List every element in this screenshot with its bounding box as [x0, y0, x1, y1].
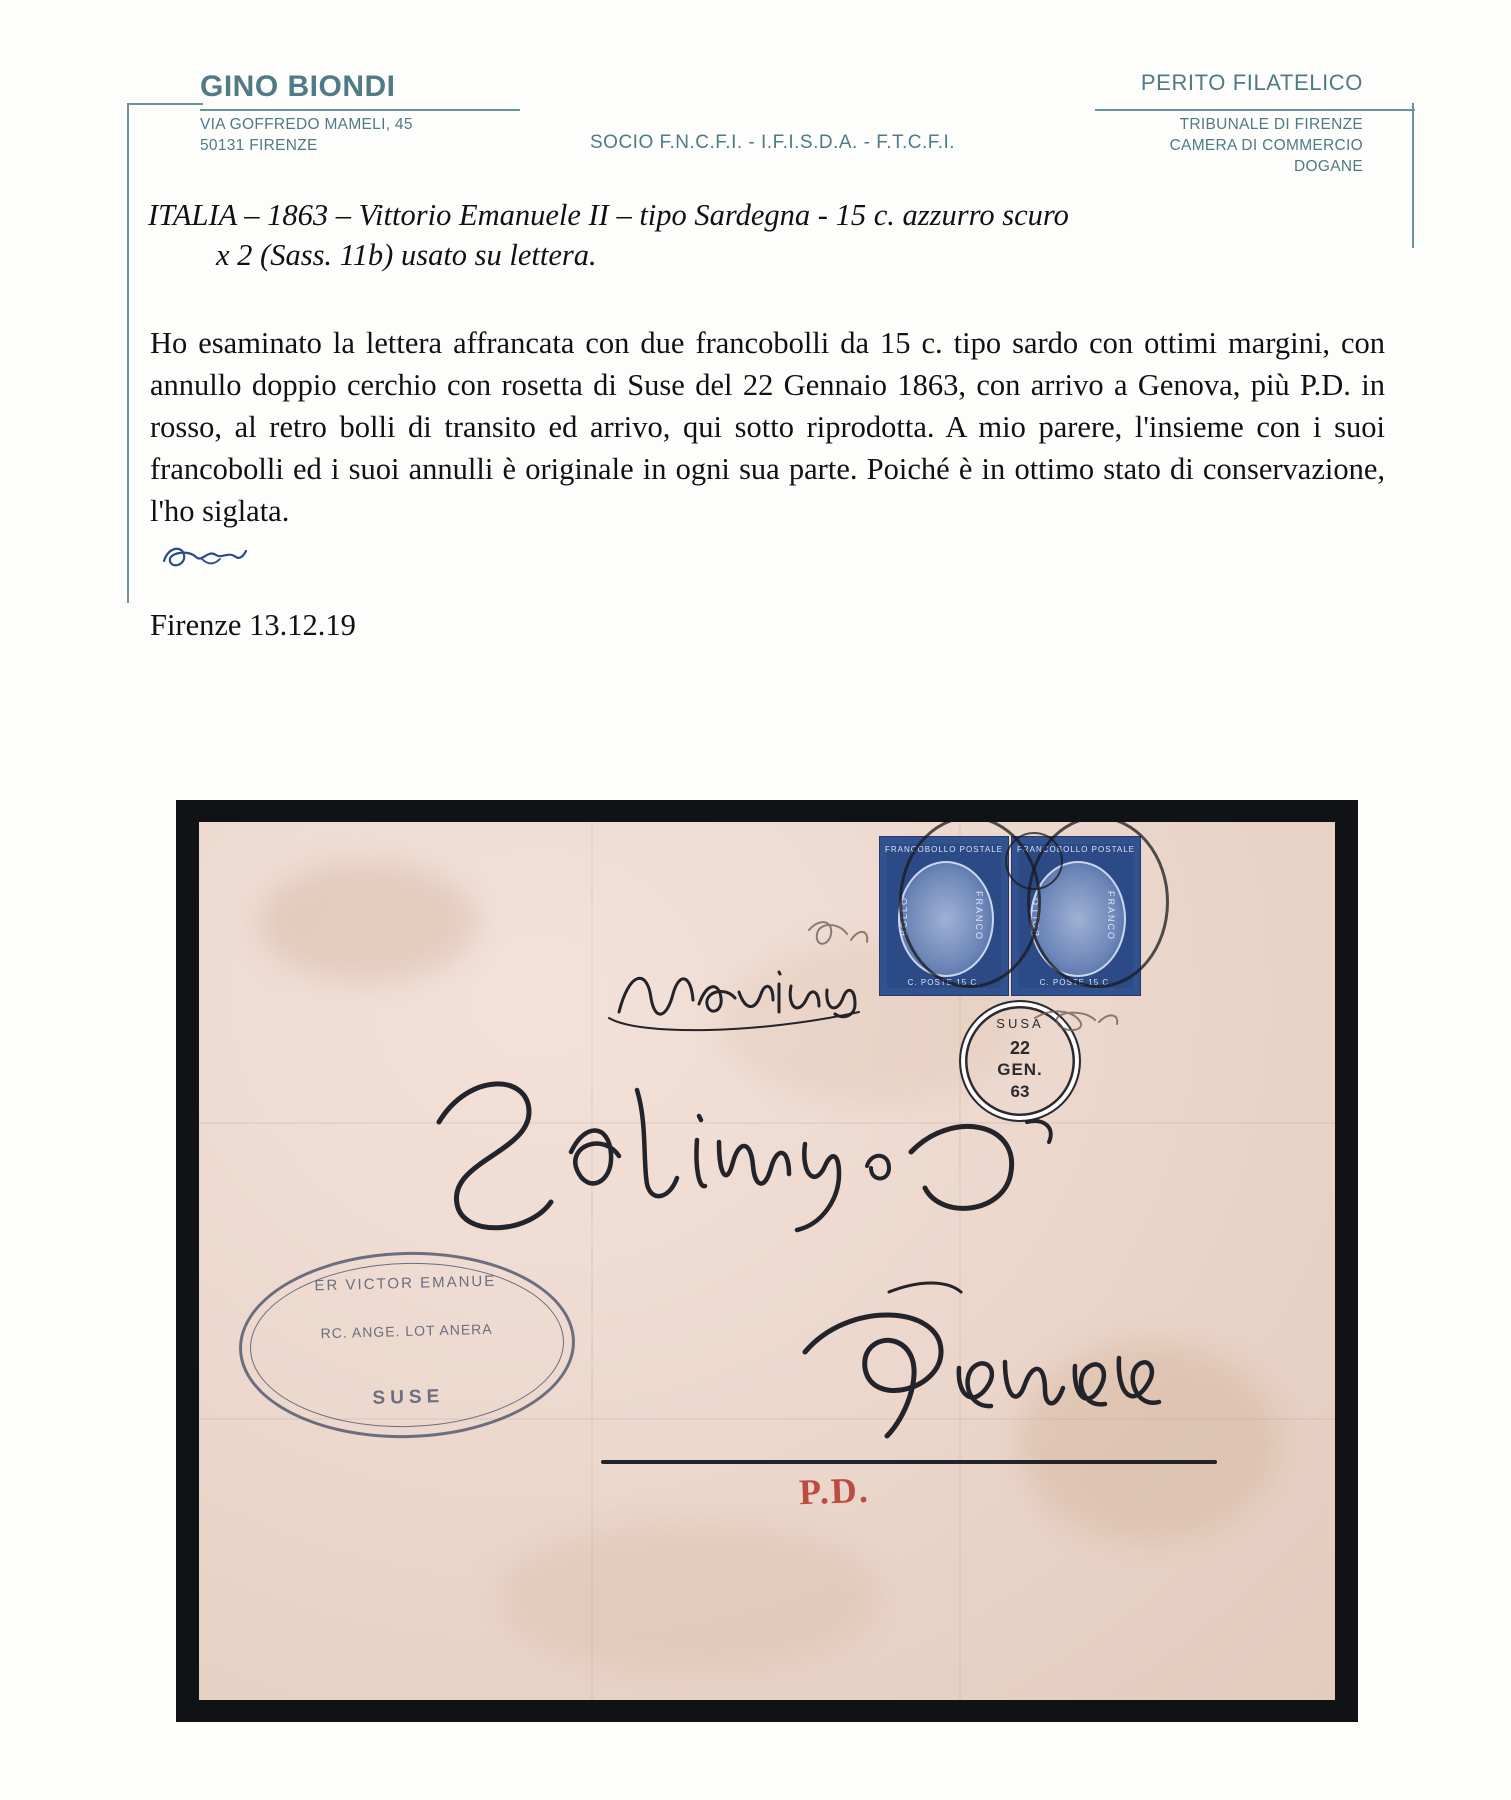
letterhead-rule-right: [1095, 109, 1415, 111]
bracket-line-left: [127, 103, 129, 603]
expert-name: GINO BIONDI: [200, 70, 396, 103]
paper-stain: [259, 862, 479, 982]
datestamp-city: SUSA: [996, 1016, 1044, 1031]
datestamp-month: GEN.: [997, 1060, 1043, 1079]
paper-stain: [499, 1522, 879, 1672]
pd-red-marking: P.D.: [798, 1469, 871, 1513]
certificate-title: [148, 195, 1378, 275]
cover-photograph: [176, 800, 1358, 1722]
oval-handstamp-bottom-text: SUSE: [372, 1386, 445, 1409]
datestamp-day: 22: [1009, 1038, 1031, 1058]
susa-datestamp: [959, 1000, 1081, 1122]
oval-handstamp: [237, 1248, 578, 1443]
datestamp-year: 63: [1010, 1082, 1030, 1101]
oval-handstamp-middle-text: RC. ANGE. LOT ANERA: [320, 1320, 493, 1342]
stamp-bottom-label: C. POSTE 15 C.: [1039, 978, 1113, 987]
title-line-1: ITALIA – 1863 – Vittorio Emanuele II – tipo Sardegna - 15 c. azzurro scuro: [148, 198, 1069, 232]
paper-fold: [199, 1122, 1335, 1124]
address-line-2: 50131 FIRENZE: [200, 137, 318, 154]
credential-1: TRIBUNALE DI FIRENZE: [1179, 116, 1363, 133]
place-and-date: Firenze 13.12.19: [150, 608, 356, 642]
stamp-right-label: FRANCO: [1106, 891, 1116, 941]
cover-paper: [199, 822, 1335, 1700]
membership-line: SOCIO F.N.C.F.I. - I.F.I.S.D.A. - F.T.C.F.I.: [590, 132, 956, 153]
credentials-list: [1170, 114, 1363, 177]
stamp-left-label: BOLLO: [899, 895, 910, 937]
oval-handstamp-top-text: ER VICTOR EMANUE: [314, 1272, 497, 1295]
cancellation-rosette: [1005, 832, 1063, 890]
stamp-top-label: FRANCOBOLLO POSTALE: [885, 845, 1003, 854]
bracket-cap-left: [127, 103, 203, 105]
title-line-2: x 2 (Sass. 11b) usato su lettera.: [216, 238, 597, 272]
credential-2: CAMERA DI COMMERCIO: [1169, 137, 1363, 154]
address-line-1: VIA GOFFREDO MAMELI, 45: [200, 116, 413, 133]
expert-role: PERITO FILATELICO: [1140, 70, 1363, 95]
expert-initials-signature: [158, 539, 248, 573]
stamp-bottom-label: C. POSTE 15 C.: [907, 978, 981, 987]
expert-address: [200, 114, 413, 156]
letterhead-rule-left: [200, 109, 520, 111]
body-paragraph: Ho esaminato la lettera affrancata con due francobolli da 15 c. tipo sardo con ottimi margini, con annullo doppio cerchio con rosetta di Suse del 22 Gennaio 1863, con arrivo a Genova, più P.D. in rosso, al retro bolli di transito ed arrivo, qui sotto riprodotta. A mio parere, l'insieme con i suoi francobolli ed i suoi annulli è originale in ogni sua parte. Poiché è in ottimo stato di conservazione, l'ho siglata.: [150, 326, 1385, 528]
stamp-top-label: FRANCOBOLLO POSTALE: [1017, 845, 1135, 854]
letterhead: [125, 62, 1415, 182]
stamp-left-label: BOLLO: [1031, 895, 1042, 937]
bracket-line-right: [1412, 103, 1414, 248]
paper-stain: [1019, 1342, 1279, 1542]
credential-3: DOGANE: [1294, 158, 1363, 175]
stamp-right-label: FRANCO: [974, 891, 984, 941]
certificate-body: [150, 322, 1385, 574]
